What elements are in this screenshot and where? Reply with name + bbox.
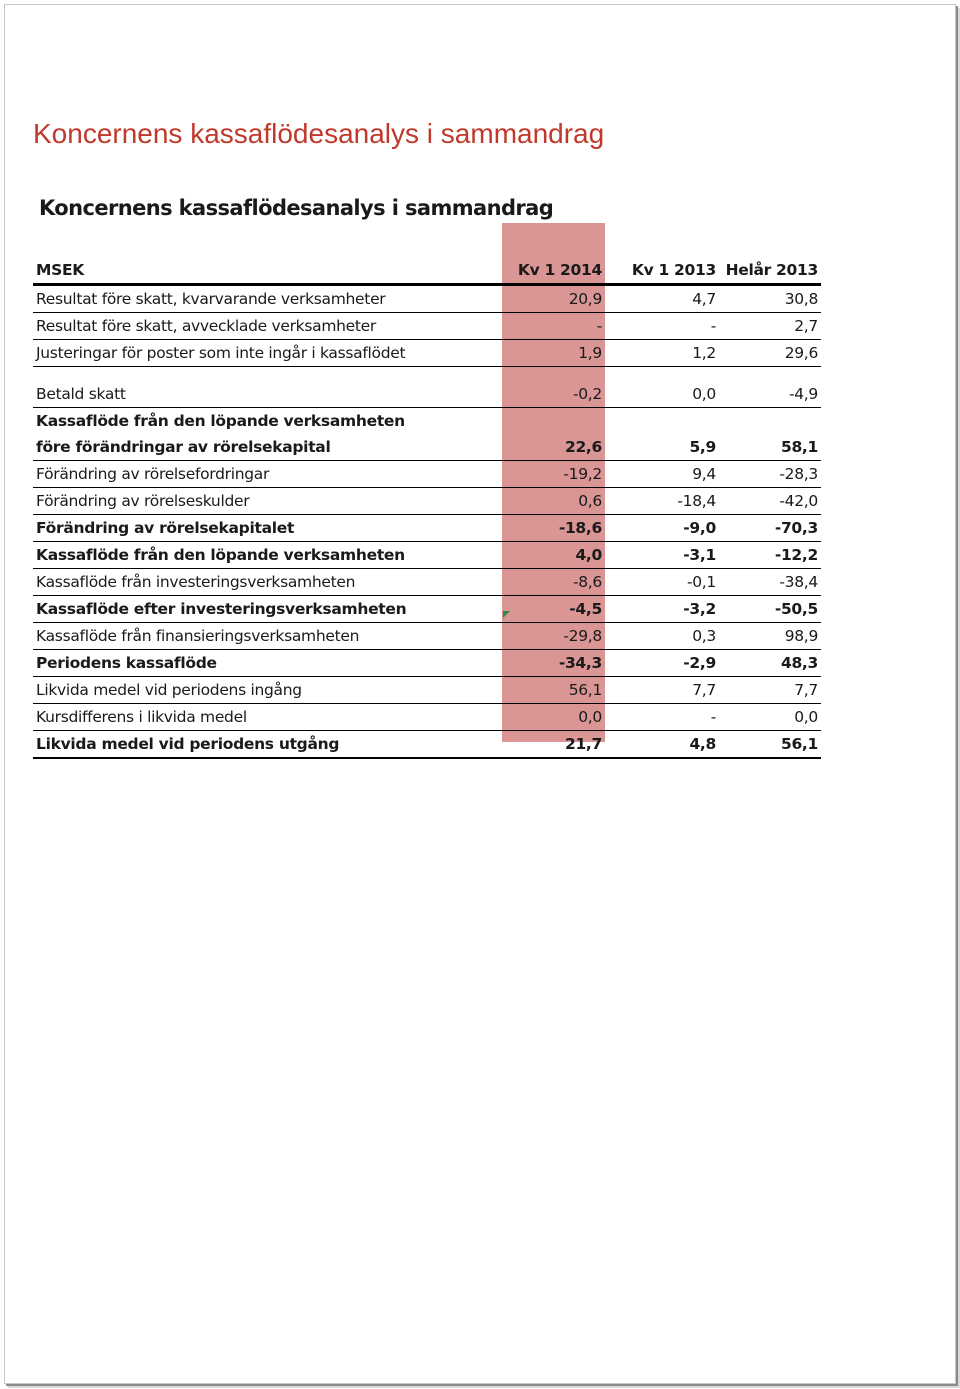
value-helar-2013: 7,7 xyxy=(719,677,821,704)
value-kv1-2013: -0,1 xyxy=(605,569,719,596)
row-label: Kassaflöde från finansieringsverksamheten xyxy=(33,623,503,650)
row-label: Kassaflöde från den löpande verksamheten xyxy=(36,412,405,430)
value-helar-2013: 0,0 xyxy=(719,704,821,731)
value-helar-2013: 98,9 xyxy=(719,623,821,650)
page-title: Koncernens kassaflödesanalys i sammandrag xyxy=(33,118,605,149)
value-kv1-2013: -3,1 xyxy=(605,542,719,569)
value-kv1-2014: -29,8 xyxy=(503,623,605,650)
table-row xyxy=(33,461,821,488)
value-kv1-2014: -34,3 xyxy=(503,650,605,677)
value-kv1-2013: 7,7 xyxy=(605,677,719,704)
value-helar-2013: 56,1 xyxy=(719,731,821,759)
table-row xyxy=(33,650,821,677)
row-label: Betald skatt xyxy=(33,381,503,408)
row-label: Resultat före skatt, kvarvarande verksamheter xyxy=(33,285,503,313)
value-kv1-2014 xyxy=(503,408,605,435)
value-kv1-2013: -9,0 xyxy=(605,515,719,542)
row-label: Kassaflöde efter investeringsverksamheten xyxy=(33,596,503,623)
value-kv1-2014: -18,6 xyxy=(503,515,605,542)
value-kv1-2014: 4,0 xyxy=(503,542,605,569)
table-row xyxy=(33,381,821,408)
row-label: Förändring av rörelseskulder xyxy=(33,488,503,515)
row-label: Kassaflöde från den löpande verksamheten xyxy=(33,542,503,569)
row-label: Resultat före skatt, avvecklade verksamheter xyxy=(33,313,503,340)
value-kv1-2013: -2,9 xyxy=(605,650,719,677)
value-kv1-2014: - xyxy=(503,313,605,340)
table-row xyxy=(33,731,821,759)
value-kv1-2013: 4,8 xyxy=(605,731,719,759)
table-row xyxy=(33,340,821,367)
table-row xyxy=(33,596,821,623)
table-row xyxy=(33,408,821,435)
value-helar-2013: -4,9 xyxy=(719,381,821,408)
value-kv1-2013: - xyxy=(605,704,719,731)
row-label: Förändring av rörelsefordringar xyxy=(33,461,503,488)
cash-flow-table xyxy=(33,256,821,759)
value-kv1-2014: 0,6 xyxy=(503,488,605,515)
value-kv1-2013: 1,2 xyxy=(605,340,719,367)
value-helar-2013: -12,2 xyxy=(719,542,821,569)
table-row xyxy=(33,313,821,340)
value-kv1-2014: 0,0 xyxy=(503,704,605,731)
table-row xyxy=(33,704,821,731)
row-label: Kursdifferens i likvida medel xyxy=(33,704,503,731)
value-kv1-2013: 9,4 xyxy=(605,461,719,488)
value-helar-2013: -42,0 xyxy=(719,488,821,515)
table-row xyxy=(33,488,821,515)
value-kv1-2013: -3,2 xyxy=(605,596,719,623)
spacer-row xyxy=(33,367,821,382)
row-label: Likvida medel vid periodens utgång xyxy=(33,731,503,759)
header-kv1-2014: Kv 1 2014 xyxy=(503,256,605,285)
value-helar-2013: 48,3 xyxy=(719,650,821,677)
value-kv1-2013: 0,3 xyxy=(605,623,719,650)
header-row xyxy=(33,256,821,285)
value-helar-2013: -38,4 xyxy=(719,569,821,596)
value-kv1-2014: 21,7 xyxy=(503,731,605,759)
table-row xyxy=(33,569,821,596)
row-label: Periodens kassaflöde xyxy=(33,650,503,677)
value-kv1-2014: 56,1 xyxy=(503,677,605,704)
value-kv1-2013: -18,4 xyxy=(605,488,719,515)
value-helar-2013: 58,1 xyxy=(719,434,821,461)
value-helar-2013 xyxy=(719,408,821,435)
value-kv1-2014: 20,9 xyxy=(503,285,605,313)
value-kv1-2013: - xyxy=(605,313,719,340)
value-kv1-2014: -4,5 xyxy=(503,596,605,623)
value-kv1-2014: -19,2 xyxy=(503,461,605,488)
value-helar-2013: 30,8 xyxy=(719,285,821,313)
row-label: Likvida medel vid periodens ingång xyxy=(33,677,503,704)
value-helar-2013: -50,5 xyxy=(719,596,821,623)
header-msek: MSEK xyxy=(33,256,503,285)
value-kv1-2013: 0,0 xyxy=(605,381,719,408)
value-kv1-2014: 1,9 xyxy=(503,340,605,367)
value-helar-2013: -28,3 xyxy=(719,461,821,488)
value-kv1-2014: -8,6 xyxy=(503,569,605,596)
row-label: Förändring av rörelsekapitalet xyxy=(33,515,503,542)
table-row xyxy=(33,677,821,704)
row-label: Justeringar för poster som inte ingår i kassaflödet xyxy=(33,340,503,367)
comment-marker-icon xyxy=(503,611,510,618)
table-row xyxy=(33,285,821,313)
row-label: Kassaflöde från investeringsverksamheten xyxy=(33,569,503,596)
value-kv1-2013: 4,7 xyxy=(605,285,719,313)
table-title: Koncernens kassaflödesanalys i sammandrag xyxy=(39,196,554,220)
table-row xyxy=(33,515,821,542)
value-helar-2013: 29,6 xyxy=(719,340,821,367)
value-kv1-2014: -0,2 xyxy=(503,381,605,408)
table-row xyxy=(33,542,821,569)
value-kv1-2013 xyxy=(605,408,719,435)
header-helar-2013: Helår 2013 xyxy=(719,256,821,285)
table-row xyxy=(33,434,821,461)
table-row xyxy=(33,623,821,650)
value-kv1-2014: 22,6 xyxy=(503,434,605,461)
row-label: före förändringar av rörelsekapital xyxy=(33,434,503,461)
value-helar-2013: -70,3 xyxy=(719,515,821,542)
header-kv1-2013: Kv 1 2013 xyxy=(605,256,719,285)
value-kv1-2013: 5,9 xyxy=(605,434,719,461)
value-helar-2013: 2,7 xyxy=(719,313,821,340)
